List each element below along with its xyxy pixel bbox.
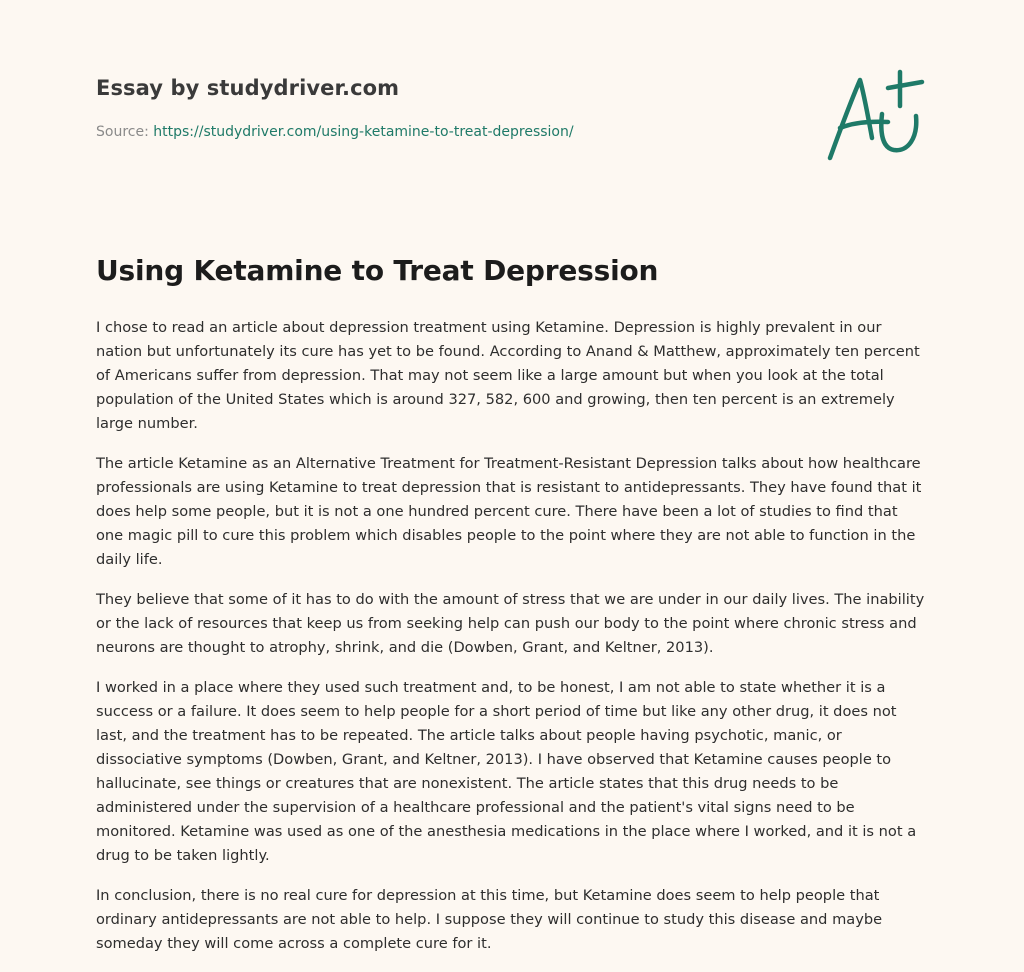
paragraph: I chose to read an article about depression treatment using Ketamine. Depression is highly prevalent in our nation but unfortunately its cure has yet to be found. According to Anand & Matthew, approximately ten percent of Americans suffer from depression. That may not seem like a large amount but when you look at the total population of the United States which is around 327, 582, 600 and growing, then ten percent is an extremely large number. xyxy=(96,319,920,432)
source-label: Source: xyxy=(96,124,154,140)
paragraph: They believe that some of it has to do with the amount of stress that we are under in our daily lives. The inability or the lack of resources that keep us from seeking help can push our body to the point where chronic stress and neurons are thought to atrophy, shrink, and die (Dowben, Grant, and Keltner, 2013). xyxy=(96,591,925,656)
paragraph: In conclusion, there is no real cure for depression at this time, but Ketamine does seem to help people that ordinary antidepressants are not able to help. I suppose they will continue to study this disease and maybe someday they will come across a complete cure for it. xyxy=(96,887,883,952)
site-brand: Essay by studydriver.com xyxy=(96,76,400,100)
paragraph: I worked in a place where they used such treatment and, to be honest, I am not able to state whether it is a success or a failure. It does seem to help people for a short period of time but like any other drug, it does not last, and the treatment has to be repeated. The article talks about people having psychotic, manic, or dissociative symptoms (Dowben, Grant, and Keltner, 2013). I have observed that Ketamine causes people to hallucinate, see things or creatures that are nonexistent. The article states that this drug needs to be administered under the supervision of a healthcare professional and the patient's vital signs need to be monitored. Ketamine was used as one of the anesthesia medications in the place where I worked, and it is not a drug to be taken lightly. xyxy=(96,679,917,864)
source-link[interactable]: https://studydriver.com/using-ketamine-to-treat-depression/ xyxy=(153,124,574,140)
a-plus-logo-icon xyxy=(820,66,930,166)
page-title: Using Ketamine to Treat Depression xyxy=(96,254,659,287)
article-body xyxy=(96,316,926,972)
paragraph: The article Ketamine as an Alternative Treatment for Treatment-Resistant Depression talks about how healthcare professionals are using Ketamine to treat depression that is resistant to antidepressants. They have found that it does help some people, but it is not a one hundred percent cure. There have been a lot of studies to find that one magic pill to cure this problem which disables people to the point where they are not able to function in the daily life. xyxy=(96,455,922,568)
source-line xyxy=(96,124,574,140)
